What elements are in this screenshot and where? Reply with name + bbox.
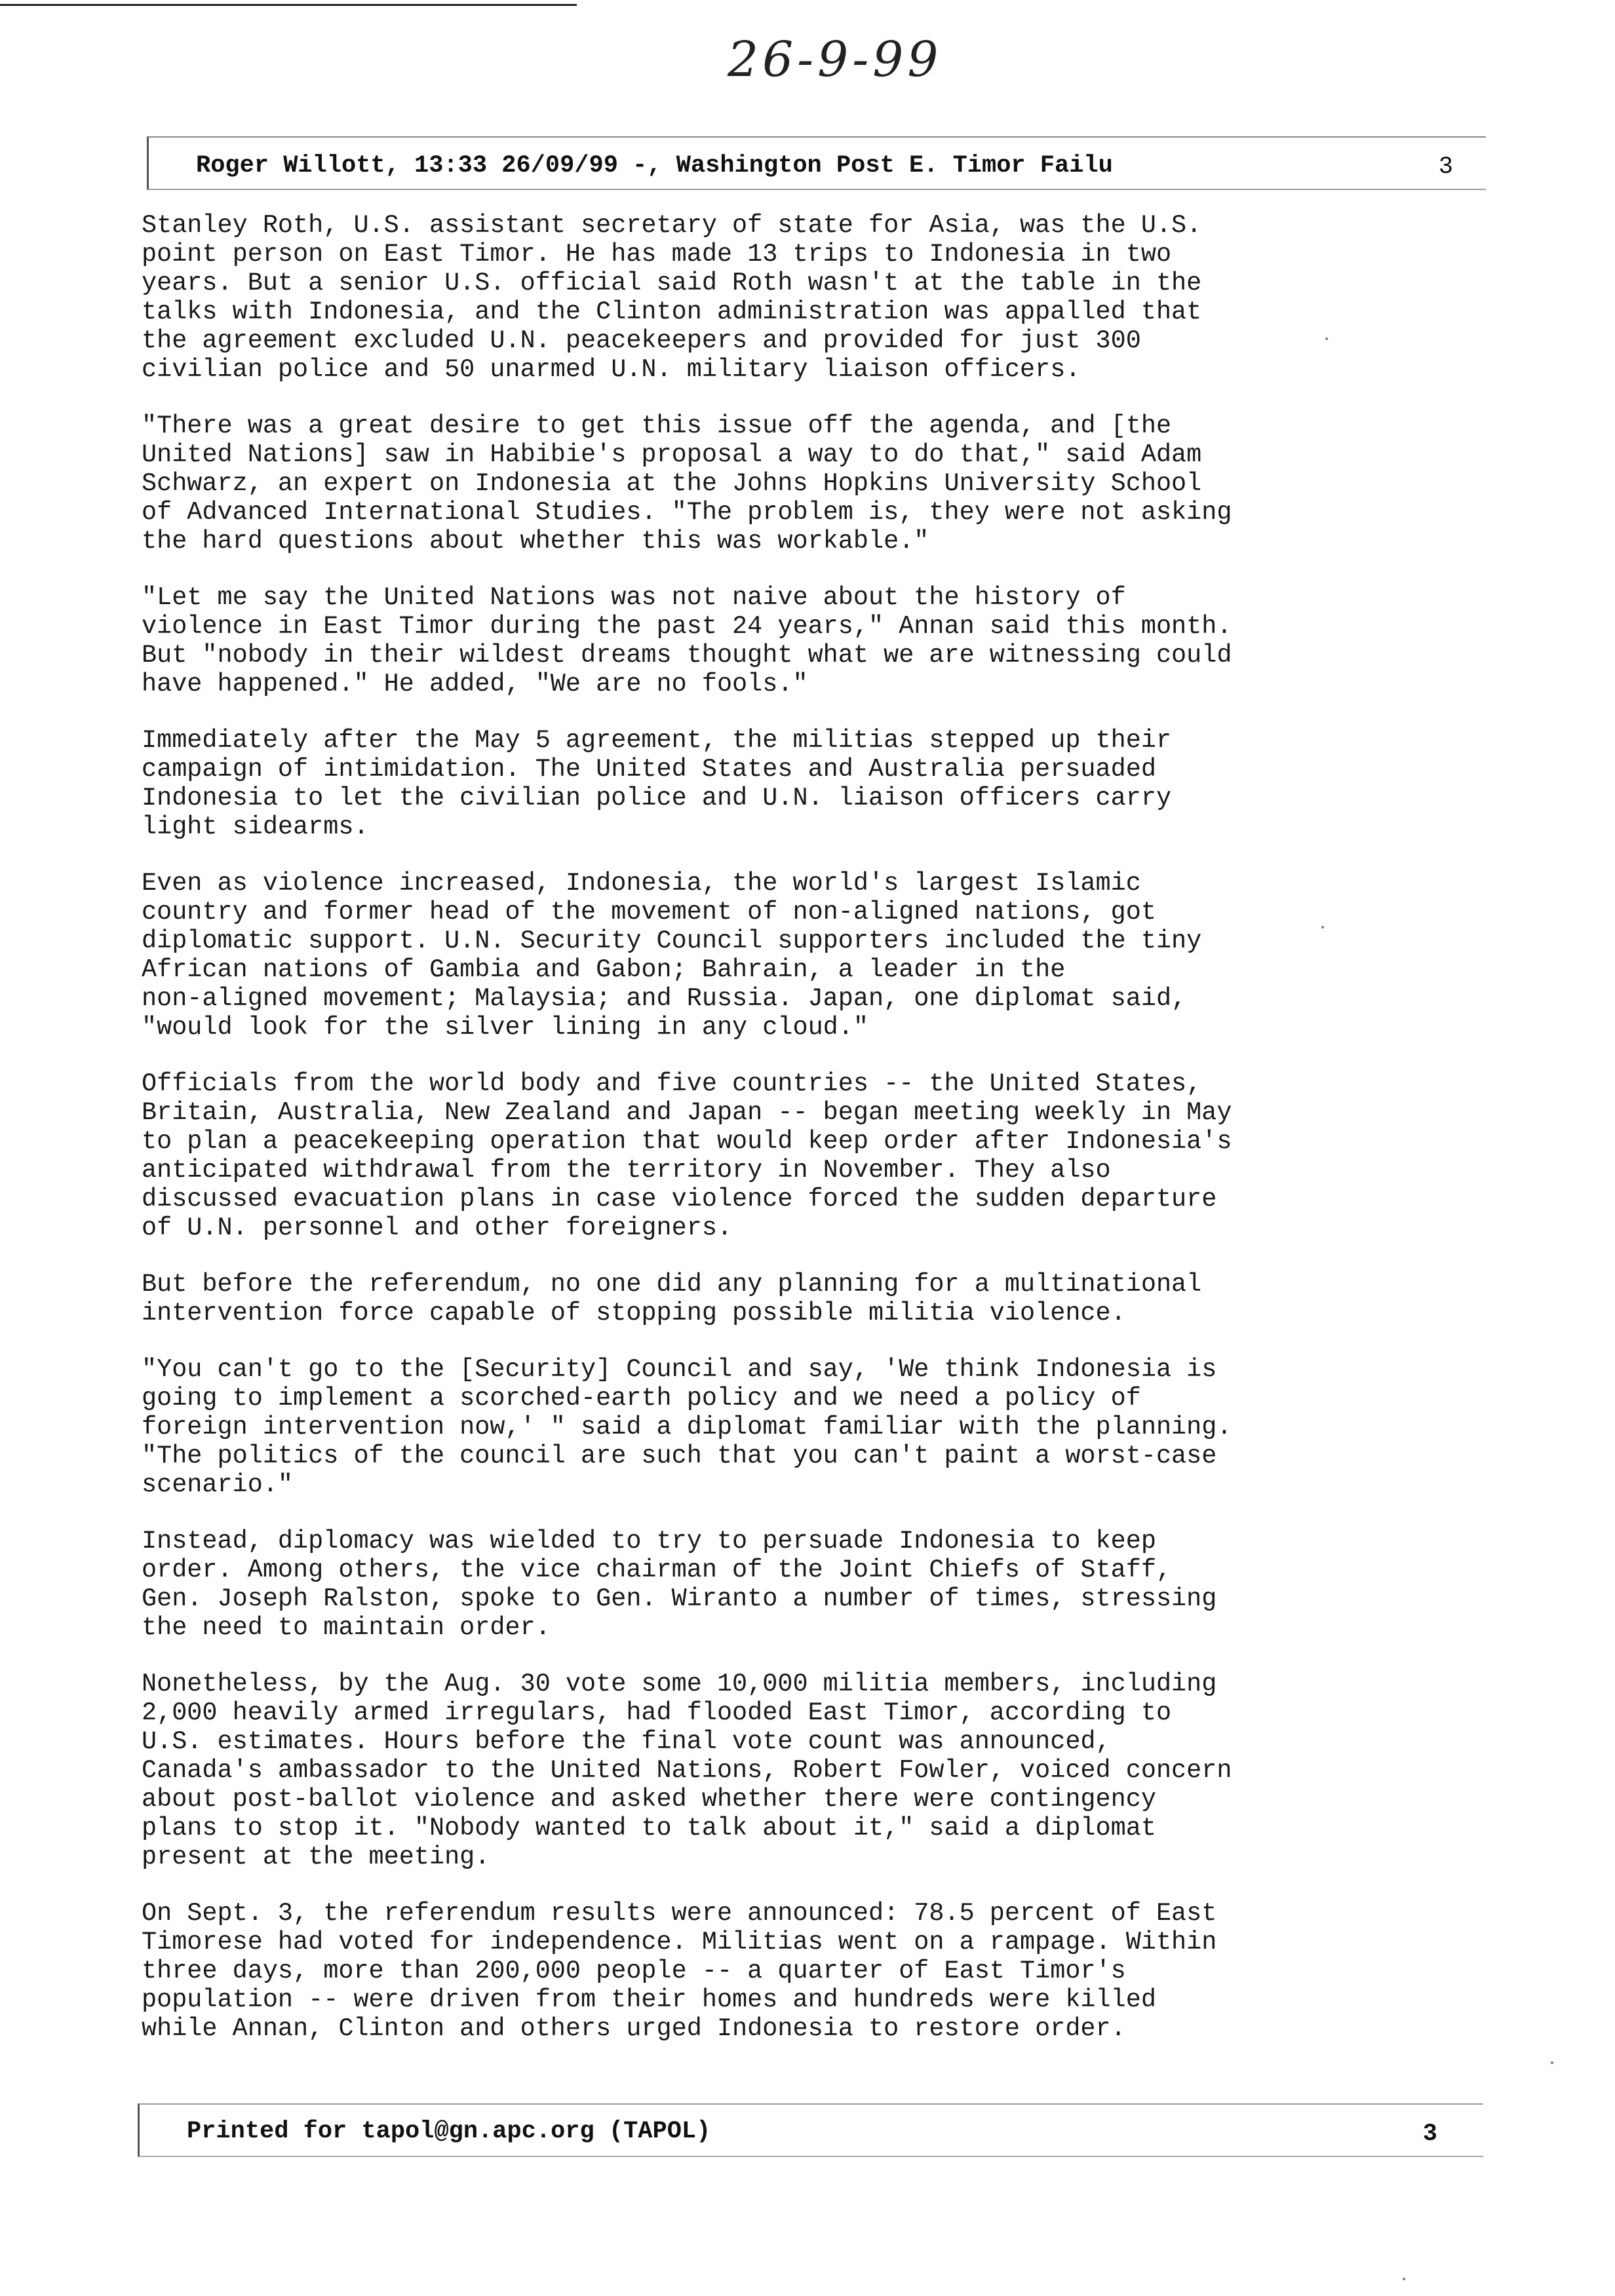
article-paragraph [142,583,1505,698]
article-paragraph [142,1899,1505,2043]
text-line: "You can't go to the [Security] Council and say, 'We think Indonesia is [142,1355,1217,1384]
text-line: non-aligned movement; Malaysia; and Russia. Japan, one diplomat said, [142,984,1187,1013]
text-line: Officials from the world body and five countries -- the United States, [142,1069,1202,1098]
text-line: three days, more than 200,000 people -- a quarter of East Timor's [142,1957,1126,1985]
text-line: scenario." [142,1470,294,1499]
text-line: violence in East Timor during the past 24 years," Annan said this month. [142,612,1232,641]
footer-page-number: 3 [1422,2120,1437,2148]
text-line: going to implement a scorched-earth policy and we need a policy of [142,1384,1141,1413]
text-line: have happened." He added, "We are no fools." [142,670,808,698]
text-line: the hard questions about whether this was workable." [142,527,929,556]
text-line: Timorese had voted for independence. Militias went on a rampage. Within [142,1928,1217,1957]
text-line: civilian police and 50 unarmed U.N. military liaison officers. [142,355,1081,384]
text-line: Nonetheless, by the Aug. 30 vote some 10,000 militia members, including [142,1670,1217,1698]
text-line: Canada's ambassador to the United Nations, Robert Fowler, voiced concern [142,1756,1232,1785]
text-line: Britain, Australia, New Zealand and Japan -- began meeting weekly in May [142,1098,1232,1127]
scan-speck [1403,2278,1405,2280]
text-line: years. But a senior U.S. official said Roth wasn't at the table in the [142,269,1202,297]
top-edge-rule [0,4,577,6]
text-line: But before the referendum, no one did any planning for a multinational [142,1270,1202,1299]
text-line: Schwarz, an expert on Indonesia at the Johns Hopkins University School [142,469,1202,498]
text-line: foreign intervention now,' " said a diplomat familiar with the planning. [142,1413,1232,1442]
scan-speck [1551,2061,1553,2064]
text-line: population -- were driven from their homes and hundreds were killed [142,1985,1156,2014]
article-paragraph [142,1355,1505,1499]
scan-speck [1325,337,1328,340]
text-line: Gen. Joseph Ralston, spoke to Gen. Wiranto a number of times, stressing [142,1584,1217,1613]
text-line: On Sept. 3, the referendum results were announced: 78.5 percent of East [142,1899,1217,1928]
text-line: "There was a great desire to get this issue off the agenda, and [the [142,411,1172,440]
text-line: Instead, diplomacy was wielded to try to persuade Indonesia to keep [142,1527,1156,1556]
article-paragraph [142,1527,1505,1642]
text-line: light sidearms. [142,813,369,841]
text-line: Stanley Roth, U.S. assistant secretary of state for Asia, was the U.S. [142,211,1202,240]
article-paragraph [142,411,1505,556]
text-line: of Advanced International Studies. "The problem is, they were not asking [142,498,1232,527]
text-line: "would look for the silver lining in any cloud." [142,1013,868,1042]
text-line: African nations of Gambia and Gabon; Bahrain, a leader in the [142,955,1066,984]
article-paragraph [142,1670,1505,1871]
article-body [142,211,1505,2071]
text-line: plans to stop it. "Nobody wanted to talk about it," said a diplomat [142,1814,1156,1843]
text-line: discussed evacuation plans in case violence forced the sudden departure [142,1185,1217,1214]
text-line: country and former head of the movement of non-aligned nations, got [142,898,1156,927]
text-line: "Let me say the United Nations was not naive about the history of [142,583,1126,612]
text-line: "The politics of the council are such that you can't paint a worst-case [142,1442,1217,1470]
text-line: intervention force capable of stopping possible militia violence. [142,1299,1126,1328]
text-line: present at the meeting. [142,1843,490,1871]
article-paragraph [142,211,1505,384]
handwritten-date: 26-9-99 [728,31,943,88]
text-line: while Annan, Clinton and others urged Indonesia to restore order. [142,2014,1126,2043]
article-paragraph [142,1069,1505,1242]
header-title: Roger Willott, 13:33 26/09/99 -, Washington Post E. Timor Failu [196,152,1113,180]
footer-printed-for: Printed for tapol@gn.apc.org (TAPOL) [187,2118,711,2145]
text-line: to plan a peacekeeping operation that would keep order after Indonesia's [142,1127,1232,1156]
text-line: United Nations] saw in Habibie's proposal a way to do that," said Adam [142,440,1202,469]
text-line: But "nobody in their wildest dreams thought what we are witnessing could [142,641,1232,670]
text-line: Even as violence increased, Indonesia, the world's largest Islamic [142,869,1141,898]
text-line: the agreement excluded U.N. peacekeepers and provided for just 300 [142,326,1141,355]
text-line: about post-ballot violence and asked whether there were contingency [142,1785,1156,1814]
text-line: the need to maintain order. [142,1613,551,1642]
text-line: anticipated withdrawal from the territory in November. They also [142,1156,1111,1185]
scan-speck [1321,926,1324,928]
text-line: campaign of intimidation. The United States and Australia persuaded [142,755,1156,784]
text-line: U.S. estimates. Hours before the final vote count was announced, [142,1727,1111,1756]
text-line: talks with Indonesia, and the Clinton administration was appalled that [142,297,1202,326]
text-line: of U.N. personnel and other foreigners. [142,1214,733,1242]
text-line: Indonesia to let the civilian police and U.N. liaison officers carry [142,784,1172,813]
text-line: order. Among others, the vice chairman of the Joint Chiefs of Staff, [142,1556,1172,1584]
article-paragraph [142,726,1505,841]
text-line: diplomatic support. U.N. Security Council supporters included the tiny [142,927,1202,955]
text-line: 2,000 heavily armed irregulars, had flooded East Timor, according to [142,1698,1172,1727]
article-paragraph [142,869,1505,1042]
article-paragraph [142,1270,1505,1328]
text-line: point person on East Timor. He has made 13 trips to Indonesia in two [142,240,1172,269]
print-header [147,136,1486,190]
header-page-number: 3 [1438,153,1453,181]
text-line: Immediately after the May 5 agreement, the militias stepped up their [142,726,1172,755]
print-footer [138,2103,1483,2157]
